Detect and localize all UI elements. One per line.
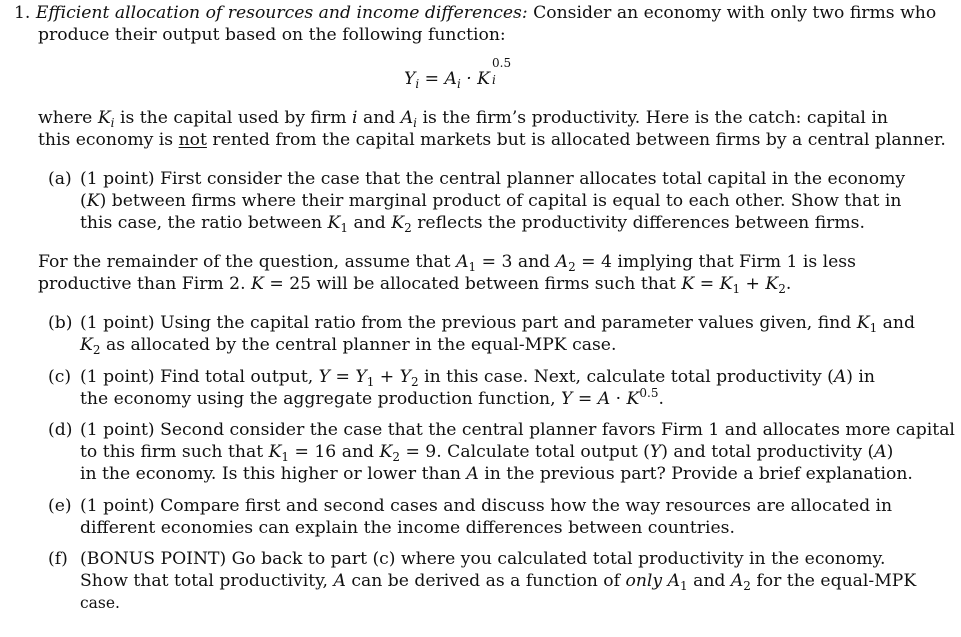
production-function-equation: $Y_i = A_i \cdot K$ 0.5 i xyxy=(404,64,514,91)
part-d-line-1: (1 point) Second consider the case that the central planner favors Firm 1 and allocates more capital xyxy=(80,420,955,440)
problem-number: 1. xyxy=(14,3,31,23)
part-f-line-1: (BONUS POINT) Go back to part (c) where you calculated total productivity in the economy. xyxy=(80,549,886,569)
problem-intro-2: produce their output based on the following function: xyxy=(38,25,506,45)
remainder-line-2: productive than Firm 2. K = 25 will be allocated between firms such that $K = K_1 + K_2$. xyxy=(38,274,792,296)
problem-title: Efficient allocation of resources and income differences: xyxy=(35,3,528,23)
part-a-line-2: (K) between firms where their marginal product of capital is equal to each other. Show that in xyxy=(80,191,902,211)
part-d-line-2: to this firm such that $K_1 = 16$ and $K_2 = 9$. Calculate total output (Y) and total productivity (A) xyxy=(80,442,894,464)
problem-header-line-1 xyxy=(14,2,936,24)
part-e-line-1: (1 point) Compare first and second cases and discuss how the way resources are allocated in xyxy=(80,496,893,516)
underlined-not: not xyxy=(178,130,207,150)
part-a-line-1: (1 point) First consider the case that the central planner allocates total capital in the economy xyxy=(80,169,906,189)
where-line-2: this economy is not rented from the capital markets but is allocated between firms by a central planner. xyxy=(38,130,946,150)
problem-intro-1: Consider an economy with only two firms who xyxy=(527,3,937,23)
remainder-line-1: For the remainder of the question, assume that $A_1 = 3$ and $A_2 = 4$ implying that Firm 1 is less xyxy=(38,252,856,274)
problem-header-line-2 xyxy=(38,24,506,46)
part-c-line-1: (1 point) Find total output, $Y = Y_1 + Y_2$ in this case. Next, calculate total productivity (A) in xyxy=(80,367,876,389)
part-e-line-2: different economies can explain the income differences between countries. xyxy=(80,518,735,538)
part-d-line-3: in the economy. Is this higher or lower than A in the previous part? Provide a brief explanation. xyxy=(80,464,913,484)
part-f-line-3: case. xyxy=(80,594,120,612)
part-a-line-3: this case, the ratio between $K_1$ and $K_2$ reflects the productivity differences between firms. xyxy=(80,213,865,235)
part-f-label: (f) xyxy=(48,549,68,569)
part-a-label: (a) xyxy=(48,169,72,189)
part-b-line-2: $K_2$ as allocated by the central planner in the equal-MPK case. xyxy=(80,335,617,357)
part-e-label: (e) xyxy=(48,496,72,516)
part-c-label: (c) xyxy=(48,367,72,387)
part-d-label: (d) xyxy=(48,420,73,440)
exponent-stack: 0.5 i xyxy=(492,56,512,87)
part-f-line-2: Show that total productivity, A can be derived as a function of only $A_1$ and $A_2$ for the equal-MPK xyxy=(80,571,917,593)
where-line-1: where $K_i$ is the capital used by firm i and $A_i$ is the firm’s productivity. Here is the catch: capital in xyxy=(38,108,888,130)
part-c-line-2: the economy using the aggregate production function, $Y = A \cdot K^{0.5}$. xyxy=(80,386,664,409)
part-b-line-1: (1 point) Using the capital ratio from the previous part and parameter values given, find $K_1$ and xyxy=(80,313,916,335)
part-b-label: (b) xyxy=(48,313,73,333)
